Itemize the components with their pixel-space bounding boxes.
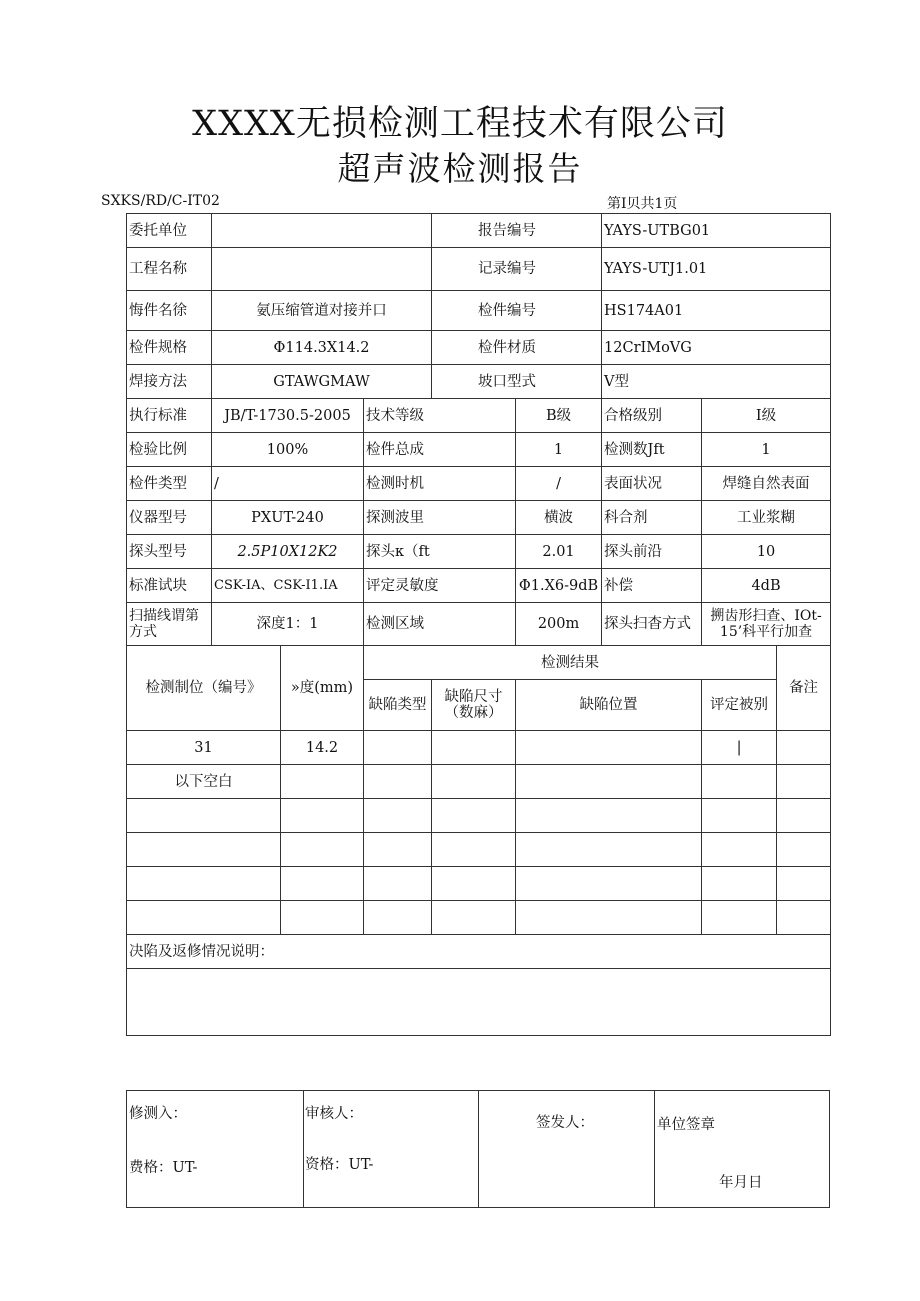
client-label: 委托单位 — [127, 214, 212, 248]
row-pos — [516, 765, 702, 799]
probe-label: 探头型号 — [127, 535, 212, 569]
record-no-value: YAYS-UTJ1.01 — [602, 248, 831, 291]
project-value — [212, 248, 432, 291]
row-type — [364, 731, 432, 765]
welding-value: GTAWGMAW — [212, 365, 432, 399]
tech-level-value: B级 — [516, 399, 602, 433]
row-size — [432, 833, 516, 867]
row-position: 31 — [127, 731, 281, 765]
row-type — [364, 867, 432, 901]
document-number: SXKS/RD/C-IT02 — [101, 193, 220, 209]
sens-value: Φ1.X6-9dB — [516, 569, 602, 603]
standard-value: JB/T-1730.5-2005 — [212, 399, 364, 433]
accept-value: I级 — [702, 399, 831, 433]
page-info: 第I贝共1页 — [607, 196, 678, 212]
report-table — [126, 213, 831, 1036]
project-label: 工程名称 — [127, 248, 212, 291]
row-type — [364, 799, 432, 833]
row-remark — [777, 833, 831, 867]
defect-size-header: 缺陥尺寸（数麻） — [432, 680, 516, 731]
instrument-value: PXUT-240 — [212, 501, 364, 535]
reviewer-cert: 资格：UT- — [305, 1157, 374, 1173]
part-no-value: HS174A01 — [602, 291, 831, 331]
scan-method-value: 搠齿形扫查、IOt-15’科平行加查 — [702, 603, 831, 646]
front-label: 探头前沿 — [602, 535, 702, 569]
row-thickness — [281, 867, 364, 901]
defect-pos-header: 缺陥位置 — [516, 680, 702, 731]
table-row — [127, 833, 831, 867]
row-grade — [702, 867, 777, 901]
scan-method-label: 探头扫杳方式 — [602, 603, 702, 646]
front-value: 10 — [702, 535, 831, 569]
row-size — [432, 765, 516, 799]
row-thickness — [281, 901, 364, 935]
tech-level-label: 技术等级 — [364, 399, 516, 433]
row-grade — [702, 765, 777, 799]
probe-k-value: 2.01 — [516, 535, 602, 569]
surface-label: 表面状况 — [602, 467, 702, 501]
row-pos — [516, 799, 702, 833]
row-position — [127, 867, 281, 901]
row-grade — [702, 799, 777, 833]
groove-value: V型 — [602, 365, 831, 399]
row-pos — [516, 901, 702, 935]
area-label: 检测区域 — [364, 603, 516, 646]
tester-cell — [127, 1091, 304, 1207]
row-remark — [777, 765, 831, 799]
part-name-label: 悔件名徐 — [127, 291, 212, 331]
row-grade — [702, 901, 777, 935]
thickness-header: »度(mm) — [281, 646, 364, 731]
row-remark — [777, 799, 831, 833]
timing-label: 检测时机 — [364, 467, 516, 501]
welding-label: 焊接方法 — [127, 365, 212, 399]
wave-value: 横波 — [516, 501, 602, 535]
sens-label: 评定灵敏度 — [364, 569, 516, 603]
row-remark — [777, 731, 831, 765]
row-thickness — [281, 833, 364, 867]
count-label: 检测数Jft — [602, 433, 702, 467]
row-size — [432, 901, 516, 935]
spec-label: 检件规格 — [127, 331, 212, 365]
table-row — [127, 799, 831, 833]
row-type — [364, 833, 432, 867]
table-row — [127, 765, 831, 799]
accept-label: 合格级别 — [602, 399, 702, 433]
type-label: 检件类型 — [127, 467, 212, 501]
row-position: 以下空白 — [127, 765, 281, 799]
position-header: 检测制位（编号》 — [127, 646, 281, 731]
seal-label: 单位签章 — [657, 1117, 715, 1133]
instrument-label: 仪器型号 — [127, 501, 212, 535]
row-thickness — [281, 765, 364, 799]
row-remark — [777, 867, 831, 901]
date-label: 年月日 — [719, 1175, 763, 1191]
tester-label: 修测入： — [129, 1106, 187, 1122]
total-label: 检件总成 — [364, 433, 516, 467]
record-no-label: 记录编号 — [432, 248, 602, 291]
row-pos — [516, 833, 702, 867]
row-grade: | — [702, 731, 777, 765]
row-thickness: 14.2 — [281, 731, 364, 765]
issuer-cell — [478, 1091, 655, 1207]
table-row — [127, 901, 831, 935]
part-no-label: 检件编号 — [432, 291, 602, 331]
groove-label: 坡口型式 — [432, 365, 602, 399]
reviewer-label: 审核人： — [305, 1106, 363, 1122]
scan-label: 扫描线谓第方式 — [127, 603, 212, 646]
row-remark — [777, 901, 831, 935]
defect-type-header: 缺陥类型 — [364, 680, 432, 731]
row-position — [127, 799, 281, 833]
reviewer-cell — [303, 1091, 479, 1207]
grade-header: 评定被别 — [702, 680, 777, 731]
block-label: 标准试块 — [127, 569, 212, 603]
row-pos — [516, 731, 702, 765]
row-size — [432, 867, 516, 901]
standard-label: 执行标准 — [127, 399, 212, 433]
table-row — [127, 731, 831, 765]
area-value: 200m — [516, 603, 602, 646]
probe-value: 2.5P10X12K2 — [212, 535, 364, 569]
probe-k-label: 探头κ（ft — [364, 535, 516, 569]
row-position — [127, 833, 281, 867]
ratio-value: 100% — [212, 433, 364, 467]
ratio-label: 检验比例 — [127, 433, 212, 467]
issuer-label: 签发人： — [536, 1115, 594, 1131]
comp-value: 4dB — [702, 569, 831, 603]
row-grade — [702, 833, 777, 867]
spec-value: Φ114.3X14.2 — [212, 331, 432, 365]
remark-header: 备注 — [777, 646, 831, 731]
company-title: XXXX无损检测工程技术有限公司 — [192, 104, 728, 144]
table-row — [127, 867, 831, 901]
report-no-label: 报告编号 — [432, 214, 602, 248]
couplant-label: 科合剂 — [602, 501, 702, 535]
material-value: 12CrIMoVG — [602, 331, 831, 365]
report-title: 超声波检测报告 — [337, 149, 583, 188]
scan-value: 深度1：1 — [212, 603, 364, 646]
row-thickness — [281, 799, 364, 833]
row-type — [364, 901, 432, 935]
row-size — [432, 731, 516, 765]
block-value: CSK-IA、CSK-I1.IA — [212, 569, 364, 603]
notes-text — [127, 969, 831, 1036]
wave-label: 探测波里 — [364, 501, 516, 535]
total-value: 1 — [516, 433, 602, 467]
notes-label: 决陷及返修情况说明： — [127, 935, 831, 969]
signature-block — [126, 1090, 830, 1208]
row-pos — [516, 867, 702, 901]
report-no-value: YAYS-UTBG01 — [602, 214, 831, 248]
timing-value: / — [516, 467, 602, 501]
part-name-value: 氨压缩管道对接并口 — [212, 291, 432, 331]
row-size — [432, 799, 516, 833]
couplant-value: 工业浆糊 — [702, 501, 831, 535]
tester-cert: 费格：UT- — [129, 1160, 198, 1176]
row-position — [127, 901, 281, 935]
material-label: 检件材质 — [432, 331, 602, 365]
type-value: / — [212, 467, 364, 501]
client-value — [212, 214, 432, 248]
result-header: 检测结果 — [364, 646, 777, 680]
count-value: 1 — [702, 433, 831, 467]
comp-label: 补偿 — [602, 569, 702, 603]
row-type — [364, 765, 432, 799]
surface-value: 焊缝自然表面 — [702, 467, 831, 501]
